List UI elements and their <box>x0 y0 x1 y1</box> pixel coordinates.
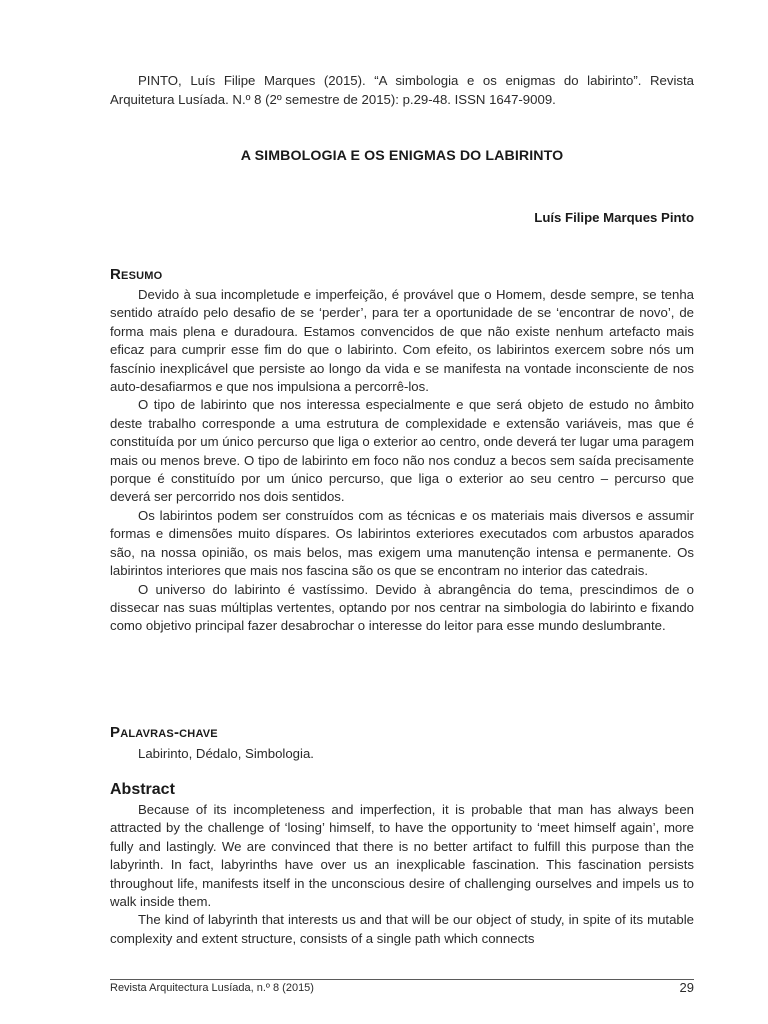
citation-text: PINTO, Luís Filipe Marques (2015). “A simbologia e os enigmas do labirinto”. Revista Arquitetura Lusíada. N.º 8 (2º semestre de 2015): p.29-48. ISSN 1647-9009. <box>110 73 694 107</box>
abstract-heading: Abstract <box>110 781 175 798</box>
resumo-paragraph: Devido à sua incompletude e imperfeição, é provável que o Homem, desde sempre, se tenha sentido atraído pelo desafio de se ‘perder’, para ter a oportunidade de se ‘encontrar de novo’, de forma mais plena e duradoura. Estamos convencidos de que não existe nenhum artefacto mais eficaz para cumprir esse fim do que o labirinto. Com efeito, os labirintos exercem sobre nós um fascínio inexplicável que persiste ao longo da vida e se manifesta na vontade inconsciente de nos auto-desafiarmos e que nos impulsiona a percorrê-los. <box>110 287 694 395</box>
keywords-heading: Palavras-chave <box>110 724 218 741</box>
resumo-paragraph: Os labirintos podem ser construídos com as técnicas e os materiais mais diversos e assumir formas e dimensões muito díspares. Os labirintos exteriores executados com arbustos aparados são, na nossa opinião, os mais belos, mas exigem uma manutenção intensa e permanente. Os labirintos interiores que mais nos fascina são os que se encontram no interior das catedrais. <box>110 507 694 579</box>
resumo-heading: Resumo <box>110 266 163 283</box>
article-author: Luís Filipe Marques Pinto <box>534 210 694 225</box>
citation-block <box>110 72 694 109</box>
page-number: 29 <box>679 980 694 995</box>
article-title: A SIMBOLOGIA E OS ENIGMAS DO LABIRINTO <box>240 148 564 164</box>
resumo-body <box>110 286 694 636</box>
keywords-body <box>110 745 694 763</box>
footer-journal: Revista Arquitectura Lusíada, n.º 8 (2015) <box>110 982 314 994</box>
keywords-text: Labirinto, Dédalo, Simbologia. <box>138 746 314 761</box>
resumo-paragraph: O universo do labirinto é vastíssimo. Devido à abrangência do tema, prescindimos de o dissecar nas suas múltiplas vertentes, optando por nos centrar na simbologia do labirinto e fixando como objetivo principal fazer desabrochar o interesse do leitor para esse mundo deslumbrante. <box>110 581 694 634</box>
abstract-body <box>110 801 694 948</box>
abstract-paragraph: Because of its incompleteness and imperfection, it is probable that man has always been attracted by the challenge of ‘losing’ himself, to have the opportunity to ‘meet himself again’, more fully and lastingly. We are convinced that there is no better artifact to fulfill this purpose than the labyrinth. In fact, labyrinths have over us an inexplicable fascination. This fascination persists throughout life, manifests itself in the unconscious desire of challenging ourselves and impels us to walk inside them. <box>110 802 694 910</box>
abstract-paragraph: The kind of labyrinth that interests us and that will be our object of study, in spite of its mutable complexity and extent structure, consists of a single path which connects <box>110 912 694 946</box>
resumo-paragraph: O tipo de labirinto que nos interessa especialmente e que será objeto de estudo no âmbito deste trabalho corresponde a uma estrutura de complexidade e extensão variáveis, mas que é constituída por um único percurso que liga o exterior ao centro, onde deverá ter lugar uma paragem mais ou menos breve. O tipo de labirinto em foco não nos conduz a becos sem saída precisamente porque é constituído por um único percurso, que liga o exterior ao seu centro – percurso que deverá ser percorrido nos dois sentidos. <box>110 397 694 505</box>
footer-divider <box>110 979 694 980</box>
